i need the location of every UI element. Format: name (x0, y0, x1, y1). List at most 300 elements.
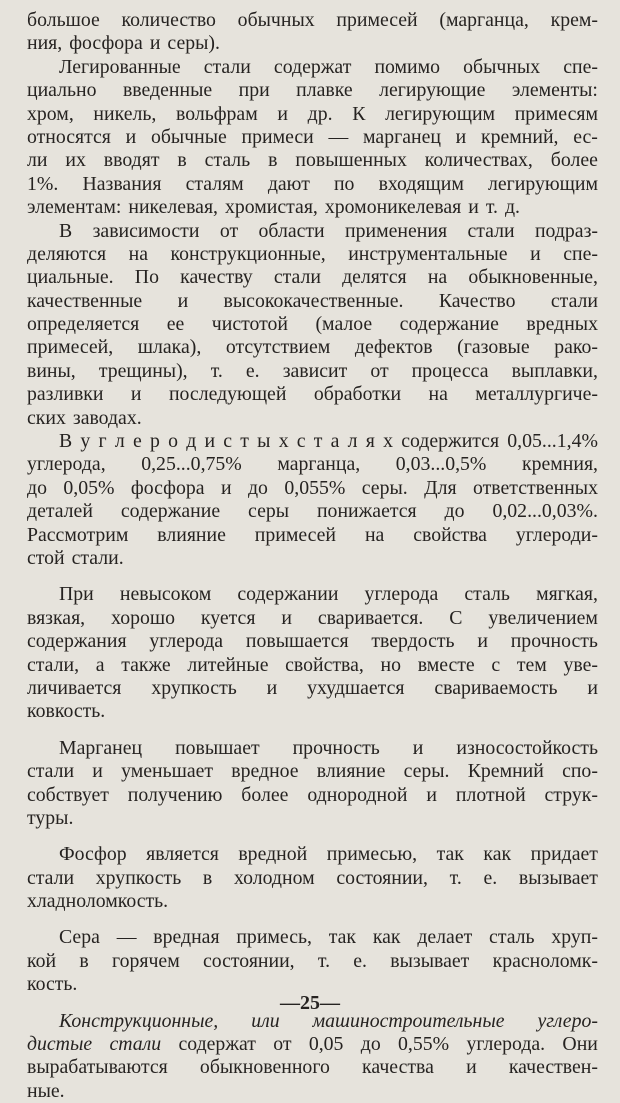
paragraph (27, 737, 598, 831)
word: уменьшает (121, 760, 214, 783)
word: углеро- (537, 1009, 598, 1032)
word: износостойкость (456, 736, 598, 759)
word: а (95, 653, 105, 676)
word: дистые (27, 1033, 93, 1056)
word: чистотой (211, 313, 288, 336)
word: отсутствием (225, 336, 331, 359)
word: от (273, 1033, 292, 1056)
word: прочность (510, 630, 598, 653)
paragraph (27, 220, 598, 431)
word: содержание (120, 500, 221, 523)
word: По (134, 266, 159, 289)
word: примесей (254, 523, 337, 546)
word: вредное (231, 760, 299, 783)
paragraph (27, 926, 598, 996)
word: с (223, 430, 233, 453)
word: обычные (150, 125, 227, 148)
word: серы. (361, 476, 408, 499)
word: твердость (371, 630, 455, 653)
word: большое (27, 9, 100, 31)
word: в (177, 149, 187, 172)
word: туры. (27, 806, 74, 829)
text-line (27, 737, 598, 760)
paragraph-gap (27, 724, 598, 737)
text-line (27, 383, 598, 406)
word: примесей (336, 9, 418, 31)
word: вырабатываются (27, 1056, 168, 1079)
word: и (149, 32, 161, 55)
word: невысоком (119, 583, 212, 606)
word: увеличением (488, 606, 598, 629)
text-line (27, 477, 598, 500)
text-line (27, 1033, 598, 1056)
word: К (352, 102, 366, 125)
word: кой (27, 949, 57, 972)
word: е. (483, 866, 498, 889)
word: или (251, 1009, 280, 1032)
word: качеству (180, 266, 253, 289)
word: от (370, 359, 389, 382)
word: помимо (374, 55, 441, 78)
word: вредной (238, 843, 308, 866)
word: разливки (27, 383, 104, 406)
word: е. (353, 949, 368, 972)
word: Они (562, 1033, 598, 1056)
word: др. (307, 102, 333, 125)
text-line (27, 266, 598, 289)
word: Названия (82, 172, 162, 195)
word: вызывает (518, 866, 598, 889)
word: 0,05...1,4% (507, 430, 598, 453)
word: 0,05% (63, 476, 115, 499)
word: сталь (204, 149, 251, 172)
text-line (27, 677, 598, 700)
word: д. (504, 196, 520, 219)
word: подраз- (534, 219, 598, 242)
text-line (27, 524, 598, 547)
word: (марганца, (439, 9, 529, 31)
word: инструментальные (348, 242, 508, 265)
paragraph-gap (27, 913, 598, 926)
word: в (79, 949, 89, 972)
word: вводят (103, 149, 160, 172)
word: т (313, 430, 323, 453)
word: хрупкость (151, 676, 237, 699)
word: на (128, 242, 149, 265)
word: стали (27, 760, 75, 783)
word: входящим (378, 172, 464, 195)
text-line (27, 950, 598, 973)
text-line (27, 56, 598, 79)
word: углерода. (466, 1033, 546, 1056)
word: С (449, 606, 463, 629)
word: но (380, 653, 402, 676)
paragraph (27, 843, 598, 913)
word: с (296, 430, 306, 453)
word: дают (267, 172, 310, 195)
word: машиностроительные (312, 1009, 505, 1032)
word: я (365, 430, 375, 453)
word: как (372, 926, 401, 949)
word: в (202, 866, 213, 889)
word: элементы: (511, 79, 598, 102)
word: и (204, 430, 216, 453)
word: и (281, 606, 292, 629)
word: до (27, 476, 47, 499)
word: и (130, 383, 142, 406)
word: хладноломкость. (27, 890, 169, 913)
word: ских (27, 406, 66, 429)
word: ния, (27, 32, 63, 55)
word: повышает (175, 736, 260, 759)
word: — (116, 926, 137, 949)
word: л (114, 430, 125, 453)
text-line (27, 173, 598, 196)
text-line (27, 336, 598, 359)
word: углерода, (27, 453, 106, 476)
word: куется (200, 606, 256, 629)
word: обычных (463, 55, 541, 78)
word: зависит (282, 359, 348, 382)
word: выплавки, (511, 359, 598, 382)
word: содержания (27, 630, 127, 653)
word: так (328, 926, 357, 949)
word: стали, (27, 653, 80, 676)
word: Легированные (59, 55, 181, 78)
word: как (483, 843, 512, 866)
word: Качество (438, 289, 516, 312)
word: дефектов (354, 336, 433, 359)
paragraph-gap (27, 570, 598, 583)
word: фосфора (130, 476, 205, 499)
word: примеси (241, 125, 314, 148)
word: В (59, 219, 73, 242)
word: является (146, 843, 219, 866)
word: марганца, (277, 453, 361, 476)
word: вредная (153, 926, 220, 949)
word: плавке (296, 79, 353, 102)
word: а (330, 430, 340, 453)
word: спо- (562, 760, 598, 783)
text-line (27, 453, 598, 476)
word: струк- (544, 783, 598, 806)
word: в (268, 149, 278, 172)
word: деталей (27, 500, 93, 523)
text-line (27, 79, 598, 102)
word: высококачественные. (223, 289, 404, 312)
body-text (27, 9, 598, 1103)
word: сталям (185, 172, 244, 195)
text-line (27, 407, 598, 430)
word: вольфрам (176, 102, 258, 125)
word: собствует (27, 783, 109, 806)
word: р (149, 430, 160, 453)
word: хром, (27, 102, 74, 125)
word: горячем (111, 949, 180, 972)
word: ные. (27, 1079, 65, 1102)
word: более (550, 149, 598, 172)
text-line (27, 360, 598, 383)
word: свойства (413, 523, 487, 546)
word: содержание (399, 313, 499, 336)
word: качества (362, 1056, 434, 1079)
word: состоянии, (336, 866, 428, 889)
word: области (258, 219, 325, 242)
word: 0,25...0,75% (141, 453, 242, 476)
word: серы. (403, 760, 450, 783)
text-line (27, 760, 598, 783)
word: стали (550, 289, 598, 312)
word: примесей, (27, 336, 114, 359)
word: сваривается. (317, 606, 424, 629)
word: мягкая, (536, 583, 598, 606)
word: так (436, 843, 464, 866)
word: количествах, (424, 149, 533, 172)
word: хромистая, (224, 196, 318, 219)
word: примесям (514, 102, 598, 125)
word: кремний, (481, 125, 559, 148)
word: стали (203, 55, 251, 78)
word: качествен- (508, 1056, 598, 1079)
word: сталь (489, 926, 535, 949)
word: и (277, 102, 288, 125)
word: однородной (307, 783, 408, 806)
word: т. (485, 196, 498, 219)
word: повышенных (295, 149, 407, 172)
word: делятся (342, 266, 407, 289)
word: повышается (245, 630, 349, 653)
word: заводах. (72, 406, 142, 429)
word: серы). (167, 32, 220, 55)
word: рако- (554, 336, 598, 359)
text-line (27, 126, 598, 149)
word: Конструкционные, (59, 1009, 219, 1032)
word: 0,02...0,03%. (492, 500, 598, 523)
word: свариваемость (434, 676, 558, 699)
word: обыкновенного (199, 1056, 330, 1079)
word: примесью, (326, 843, 418, 866)
text-line (27, 500, 598, 523)
word: придает (530, 843, 598, 866)
paragraph (27, 583, 598, 723)
word: Фосфор (59, 843, 127, 866)
word: от (219, 219, 239, 242)
text-line (27, 196, 598, 219)
word: ухудшается (307, 676, 405, 699)
word: е. (245, 359, 260, 382)
word: серы (248, 500, 290, 523)
word: относятся (27, 125, 111, 148)
word: марганец (363, 125, 441, 148)
word: вязкая, (27, 606, 86, 629)
text-line (27, 807, 598, 830)
word: содержат (178, 1033, 256, 1056)
word: стали (27, 866, 75, 889)
word: вызывает (390, 949, 470, 972)
word: до (360, 1033, 381, 1056)
word: никелевая, (128, 196, 218, 219)
word: трещины), (98, 359, 188, 382)
word: кремния, (521, 453, 598, 476)
word: и (477, 630, 488, 653)
word: х (278, 430, 289, 453)
word: обыкновенные, (468, 266, 598, 289)
word: определяется (27, 313, 140, 336)
word: т (240, 430, 249, 453)
word: т. (210, 359, 223, 382)
word: при (238, 79, 270, 102)
word: содержится (401, 430, 500, 453)
word: Рассмотрим (27, 523, 129, 546)
word: Для (424, 476, 457, 499)
word: содержат (273, 55, 352, 78)
word: элементам: (27, 196, 122, 219)
word: получению (127, 783, 223, 806)
word: хромоникелевая (324, 196, 462, 219)
text-line (27, 867, 598, 890)
word: е (132, 430, 142, 453)
text-line (27, 700, 598, 723)
word: их (65, 149, 86, 172)
word: применения (345, 219, 448, 242)
word: личивается (27, 676, 122, 699)
text-line (27, 630, 598, 653)
word: В (59, 430, 73, 453)
word: у (80, 430, 91, 453)
word: стали (467, 219, 515, 242)
word: и (587, 676, 598, 699)
word: 1%. (27, 172, 59, 195)
text-line (27, 547, 598, 570)
word: на (427, 266, 448, 289)
word: д (186, 430, 197, 453)
word: понижается (316, 500, 417, 523)
word: и (92, 760, 103, 783)
word: шлака), (137, 336, 202, 359)
word: углероди- (515, 523, 598, 546)
word: красноломк- (492, 949, 598, 972)
word: никель, (93, 102, 157, 125)
word: обычных (237, 9, 315, 31)
text-line (27, 103, 598, 126)
paragraph (27, 430, 598, 570)
text-line (27, 1080, 598, 1103)
word: стали (109, 1033, 162, 1056)
word: — (328, 125, 349, 148)
word: качественные (27, 289, 143, 312)
word: и (266, 676, 278, 699)
word: Сера (59, 926, 100, 949)
word: легирующие (379, 79, 486, 102)
text-line (27, 290, 598, 313)
word: холодном (233, 866, 315, 889)
text-line (27, 220, 598, 243)
word: 0,55% (398, 1033, 450, 1056)
word: хруп- (551, 926, 598, 949)
word: свойства, (285, 653, 364, 676)
word: на (364, 523, 385, 546)
word: с (491, 653, 501, 676)
word: до (247, 476, 268, 499)
word: ы (257, 430, 271, 453)
word: 0,03...0,5% (395, 453, 487, 476)
word: х (383, 430, 393, 453)
word: на (428, 383, 448, 406)
word: углерода (149, 630, 224, 653)
word: хрупкость (95, 866, 182, 889)
word: фосфора (69, 32, 143, 55)
text-line (27, 926, 598, 949)
word: конструкционные, (170, 242, 326, 265)
word: вредных (526, 313, 598, 336)
word: последующей (168, 383, 287, 406)
word: спе- (563, 55, 598, 78)
word: прочность (292, 736, 380, 759)
word: При (59, 583, 94, 606)
word: содержании (237, 583, 339, 606)
word: легирующим (488, 172, 598, 195)
word: стали. (71, 546, 124, 569)
page-number: —25— (280, 992, 340, 1014)
word: влияние (316, 760, 386, 783)
word: хорошо (111, 606, 175, 629)
word: состоянии, (202, 949, 295, 972)
word: зависимости (92, 219, 200, 242)
word: циально (27, 79, 97, 102)
word: 0,055% (284, 476, 346, 499)
word: ли (27, 149, 48, 172)
word: и (177, 289, 189, 312)
word: и (455, 125, 467, 148)
word: делает (417, 926, 473, 949)
text-line (27, 243, 598, 266)
word: спе- (563, 242, 598, 265)
word: г (98, 430, 107, 453)
word: крем- (550, 9, 598, 31)
word: количество (121, 9, 216, 31)
word: по (333, 172, 355, 195)
text-line (27, 430, 598, 453)
word: и (468, 196, 479, 219)
word: и (412, 736, 424, 759)
word: сталь (464, 583, 510, 606)
word: и (125, 125, 137, 148)
word: тем (516, 653, 547, 676)
word: ковкость. (27, 700, 106, 723)
word: обработки (313, 383, 402, 406)
text-line (27, 843, 598, 866)
word: ее (166, 313, 185, 336)
word: и (426, 783, 437, 806)
word: (малое (315, 313, 373, 336)
paragraph (27, 9, 598, 56)
word: также (121, 653, 171, 676)
text-line (27, 607, 598, 630)
word: и (466, 1056, 477, 1079)
word: (газовые (457, 336, 530, 359)
word: легирующим (385, 102, 496, 125)
text-line (27, 32, 598, 55)
word: влияние (157, 523, 226, 546)
word: деляются (27, 242, 107, 265)
word: Кремний (467, 760, 544, 783)
paragraph (27, 1010, 598, 1103)
word: о (168, 430, 178, 453)
word: т. (317, 949, 331, 972)
text-line (27, 149, 598, 172)
word: ответственных (473, 476, 598, 499)
word: л (347, 430, 358, 453)
